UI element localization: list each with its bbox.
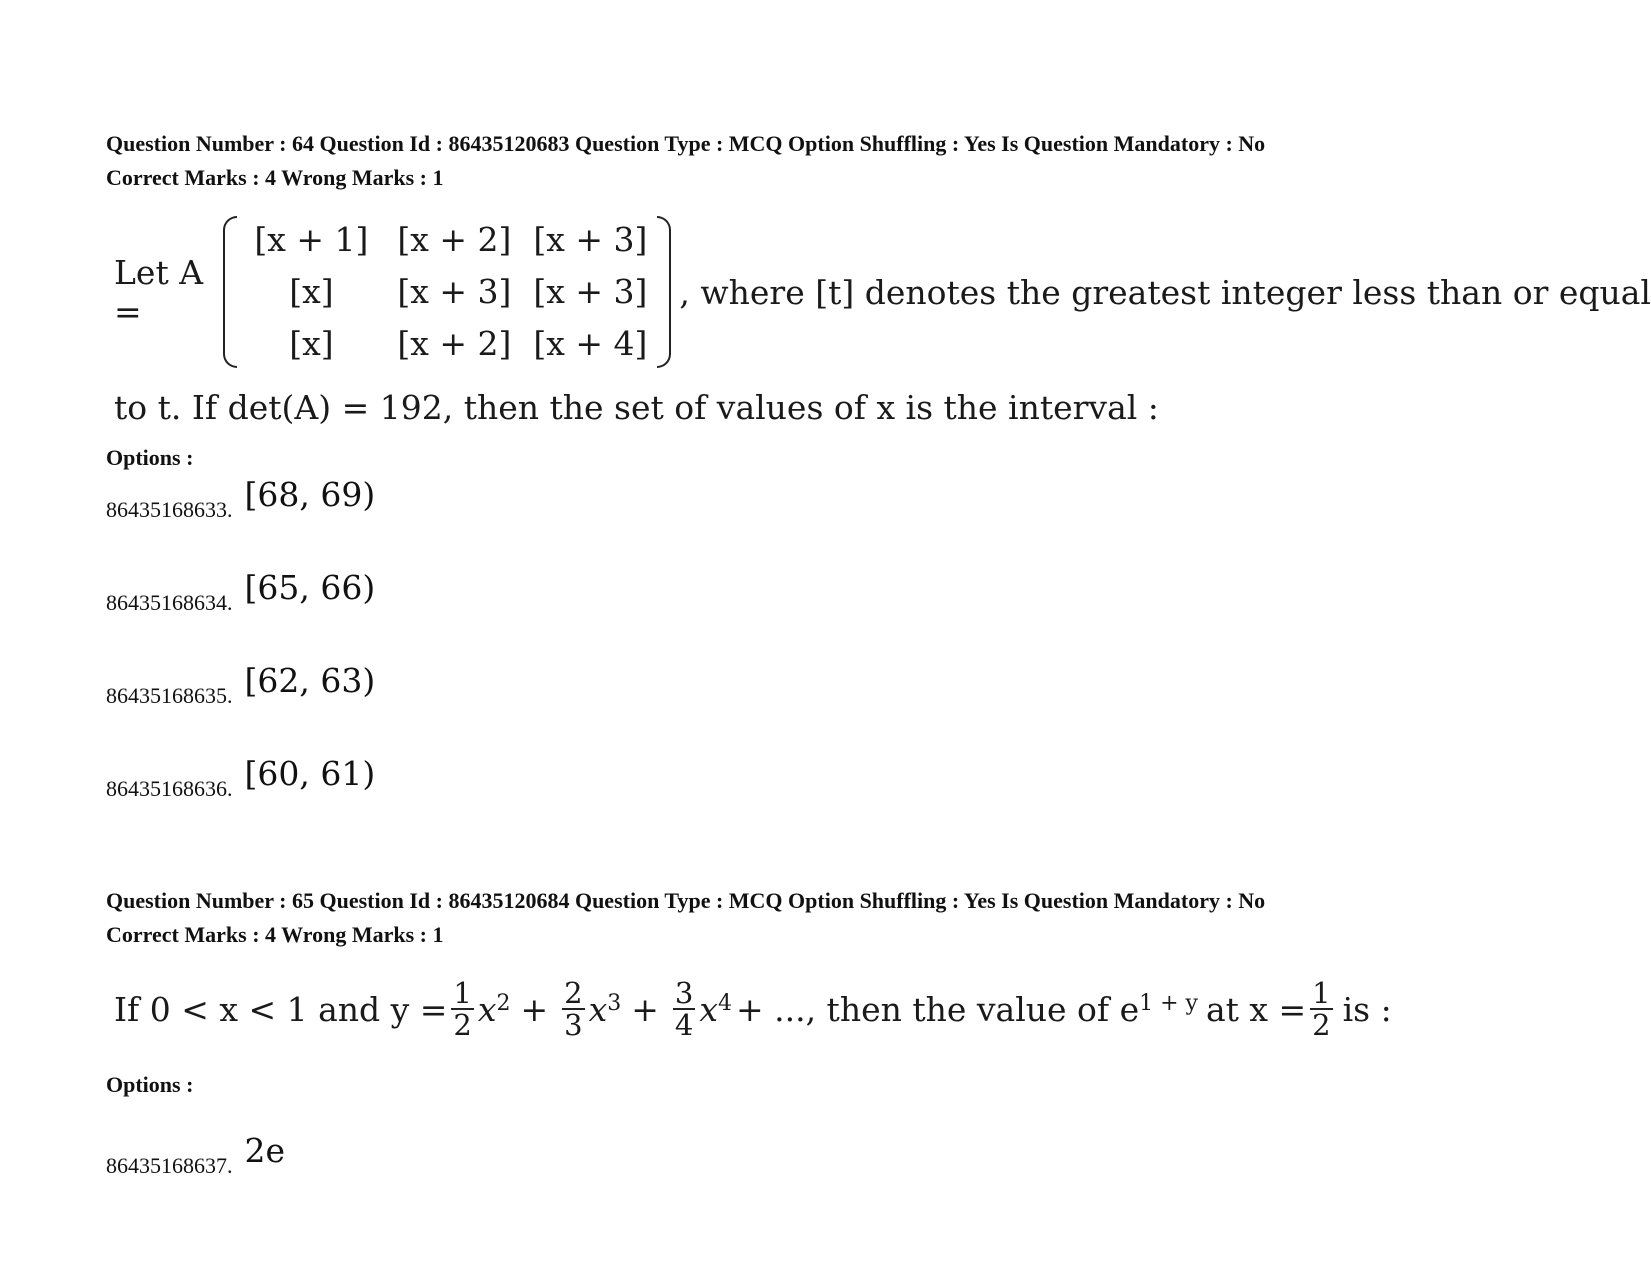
q64-statement: [114, 212, 1651, 372]
fraction-numerator: 3: [674, 976, 694, 1010]
fraction-denominator: 2: [453, 1008, 472, 1042]
term-x: x: [477, 989, 497, 1029]
exponent: 3: [607, 990, 622, 1016]
fraction-denominator: 2: [1312, 1008, 1331, 1042]
fraction-numerator: 1: [1312, 976, 1331, 1010]
exponent: 4: [717, 990, 732, 1016]
fraction: [673, 978, 695, 1040]
q65-end: is :: [1342, 989, 1392, 1029]
fraction-numerator: 1: [453, 976, 472, 1010]
matrix-cell: [x + 3]: [533, 272, 648, 311]
fraction: [562, 978, 584, 1040]
option-value: [62, 63): [244, 661, 376, 700]
option-value: 2e: [244, 1131, 286, 1170]
option-id: 86435168634.: [106, 590, 233, 615]
q65-meta-line1: Question Number : 65 Question Id : 86435120684 Question Type : MCQ Option Shuffling : Yes Is Question Mandatory : No: [106, 888, 1266, 913]
matrix-cell: [x]: [289, 272, 334, 311]
option-item[interactable]: [106, 1131, 286, 1178]
fraction: [1310, 978, 1332, 1040]
matrix-a: [223, 214, 671, 370]
q65-meta: [106, 884, 1265, 952]
option-id: 86435168633.: [106, 497, 233, 522]
matrix-cell: [x + 2]: [397, 220, 512, 259]
q64-meta: [106, 127, 1265, 195]
q65-tail: + ..., then the value of e: [735, 989, 1140, 1029]
matrix-cell: [x + 2]: [397, 324, 512, 363]
fraction-denominator: 3: [564, 1008, 583, 1042]
option-id: 86435168635.: [106, 683, 233, 708]
q64-meta-line2: Correct Marks : 4 Wrong Marks : 1: [106, 165, 444, 190]
option-item[interactable]: [106, 475, 376, 522]
q64-after-matrix: , where [t] denotes the greatest integer less than or equal: [679, 272, 1651, 312]
option-id: 86435168637.: [106, 1153, 233, 1178]
option-item[interactable]: [106, 754, 376, 801]
option-id: 86435168636.: [106, 776, 233, 801]
fraction-denominator: 4: [674, 1008, 694, 1042]
q65-at: at x =: [1205, 989, 1307, 1029]
option-item[interactable]: [106, 661, 376, 708]
q64-meta-line1: Question Number : 64 Question Id : 86435120683 Question Type : MCQ Option Shuffling : Yes Is Question Mandatory : No: [106, 131, 1266, 156]
fraction: [451, 978, 473, 1040]
plus-sign: +: [520, 989, 549, 1029]
fraction-numerator: 2: [564, 976, 583, 1010]
term-x: x: [588, 989, 608, 1029]
matrix-cell: [x + 3]: [533, 220, 648, 259]
term-x: x: [699, 989, 718, 1029]
matrix-cell: [x + 3]: [397, 272, 512, 311]
q65-meta-line2: Correct Marks : 4 Wrong Marks : 1: [106, 922, 444, 947]
plus-sign: +: [631, 989, 659, 1029]
exponent: 1 + y: [1139, 990, 1198, 1016]
option-value: [65, 66): [244, 568, 376, 607]
q64-options-label: Options :: [106, 445, 194, 470]
matrix-cell: [x]: [289, 324, 334, 363]
matrix-cell: [x + 1]: [254, 220, 369, 259]
q64-line2: to t. If det(A) = 192, then the set of values of x is the interval :: [114, 388, 1159, 427]
exponent: 2: [496, 990, 511, 1016]
q65-statement: [114, 978, 1392, 1040]
q65-options-label: Options :: [106, 1072, 194, 1097]
q64-lead: Let A =: [114, 253, 204, 331]
option-value: [68, 69): [244, 475, 376, 514]
matrix-cell: [x + 4]: [533, 324, 648, 363]
q65-part1: If 0 < x < 1 and y =: [114, 989, 448, 1029]
option-item[interactable]: [106, 568, 376, 615]
option-value: [60, 61): [244, 754, 376, 793]
